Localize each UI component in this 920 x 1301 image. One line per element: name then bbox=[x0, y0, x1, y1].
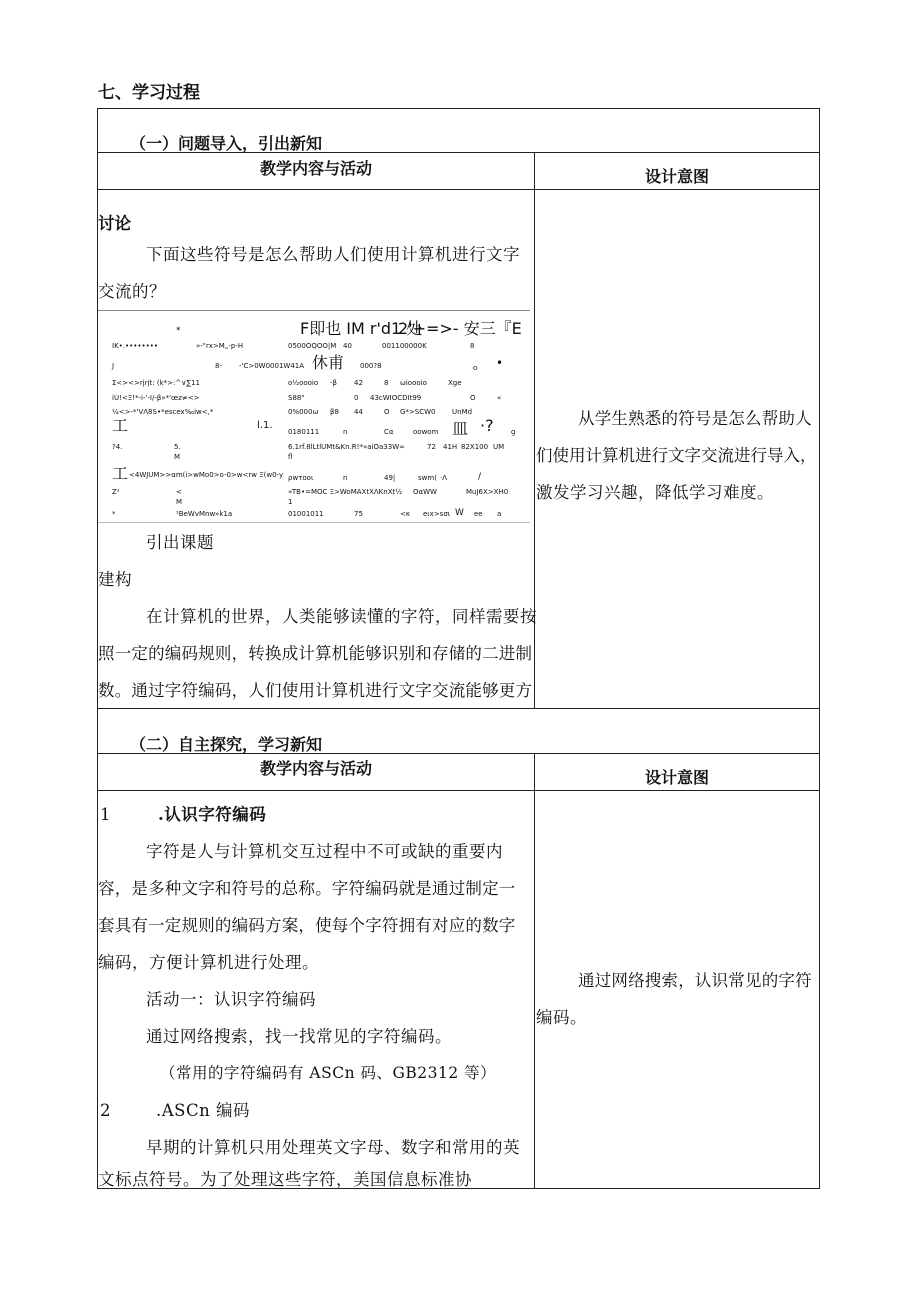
symbol-text: o½oooio bbox=[288, 379, 319, 387]
symbol-text: o bbox=[473, 364, 478, 372]
symbol-text: O bbox=[384, 408, 390, 416]
section-title: 七、学习过程 bbox=[98, 83, 200, 103]
construct-text: 照一定的编码规则，转换成计算机能够识别和存储的二进制 bbox=[98, 644, 533, 663]
symbol-text: * bbox=[176, 326, 181, 336]
symbol-text: 0%000ω bbox=[288, 408, 319, 416]
symbol-text: * bbox=[112, 510, 116, 518]
symbol-text: O bbox=[470, 394, 476, 402]
table-border bbox=[97, 108, 820, 109]
design-intent-text: 从学生熟悉的符号是怎么帮助人 bbox=[578, 409, 812, 428]
item-number: 1 bbox=[100, 805, 111, 824]
symbol-text: 75 bbox=[354, 510, 363, 518]
symbol-text: 43cWIOCDIt99 bbox=[370, 394, 422, 402]
symbol-text: Xge bbox=[448, 379, 462, 387]
symbol-text: β8 bbox=[330, 408, 339, 416]
symbol-text: fl bbox=[288, 453, 293, 461]
symbol-text: / bbox=[478, 472, 482, 482]
discuss-text: 交流的？ bbox=[98, 282, 166, 301]
design-intent-text: 激发学习兴趣，降低学习难度。 bbox=[536, 483, 774, 502]
symbol-text: ·Λ bbox=[440, 474, 448, 482]
column-header-content: 教学内容与活动 bbox=[259, 759, 372, 778]
symbol-text: -'C>0W0001W41A bbox=[239, 362, 305, 370]
symbol-text: OαWW bbox=[413, 488, 437, 496]
symbol-text: IK•.•••••••• bbox=[112, 342, 159, 350]
symbol-text: 8 bbox=[384, 379, 389, 387]
symbol-text: n bbox=[343, 428, 348, 436]
item-title: .认识字符编码 bbox=[158, 805, 267, 824]
symbol-text: 41H bbox=[443, 443, 458, 451]
part2-title: （二）自主探究，学习新知 bbox=[130, 735, 323, 754]
body-text: 编码，方便计算机进行处理。 bbox=[98, 953, 319, 972]
symbol-text: 72 bbox=[427, 443, 436, 451]
item-number: 2 bbox=[100, 1101, 111, 1120]
image-border bbox=[98, 522, 530, 523]
table-border bbox=[97, 790, 820, 791]
symbol-text: <4WJUM>>αm(i>wMo0>o-0>w<rw Ξ(w0-y bbox=[129, 471, 284, 479]
symbol-text: 40 bbox=[343, 342, 352, 350]
design-intent-text: 编码。 bbox=[536, 1008, 587, 1027]
symbol-text: 01001011 bbox=[288, 510, 324, 518]
symbol-text: n bbox=[343, 474, 348, 482]
symbol-text: UnMd bbox=[452, 408, 473, 416]
symbol-text: UM bbox=[493, 443, 505, 451]
symbol-text: Z¹ bbox=[112, 488, 120, 496]
symbol-text: 49| bbox=[384, 474, 396, 482]
symbol-text: Σ<><>rjrjt: (k*>:^∨∑11 bbox=[112, 379, 200, 387]
symbol-text: ¼<>-*'VΛ8S•*escex‰iw<,* bbox=[112, 408, 214, 416]
symbol-text: g bbox=[511, 428, 516, 436]
symbol-text: ¹BeWvMnw»k1a bbox=[176, 510, 233, 518]
table-border bbox=[819, 708, 820, 1189]
symbol-text: 8- bbox=[215, 362, 222, 370]
symbol-text: oowom bbox=[413, 428, 439, 436]
symbol-text: W bbox=[455, 508, 464, 518]
symbol-text: F即也 IM r'd1 处 bbox=[300, 319, 423, 338]
symbol-text: <κ bbox=[400, 510, 410, 518]
symbol-text: l.1. bbox=[257, 420, 273, 431]
symbol-text: ρwτooι bbox=[288, 474, 314, 482]
symbol-text: 工 bbox=[112, 416, 129, 435]
design-intent-text: 通过网络搜索，认识常见的字符 bbox=[578, 971, 812, 990]
symbol-text: a bbox=[497, 510, 502, 518]
symbol-text: 82X100 bbox=[461, 443, 489, 451]
body-text: 容，是多种文字和符号的总称。字符编码就是通过制定一 bbox=[98, 879, 516, 898]
symbol-text: 0180111 bbox=[288, 428, 320, 436]
symbol-text: MuJ6X>XH0 bbox=[466, 488, 509, 496]
symbol-text: 休甫 bbox=[312, 353, 345, 372]
symbol-text: Cα bbox=[384, 428, 394, 436]
construct-label: 建构 bbox=[98, 570, 132, 589]
symbol-text: J bbox=[112, 362, 115, 370]
symbol-text: ·? bbox=[480, 416, 494, 435]
activity-title: 活动一：认识字符编码 bbox=[146, 990, 316, 1009]
symbol-text: 0 bbox=[354, 394, 359, 402]
symbol-text: 42 bbox=[354, 379, 363, 387]
construct-text: 数。通过字符编码，人们使用计算机进行文字交流能够更方 bbox=[98, 681, 533, 700]
symbol-text: « bbox=[497, 394, 502, 402]
symbol-text: «TB•=MOC Ξ>WoMAXtXΛKnXt½ bbox=[288, 488, 403, 496]
symbol-text: 44 bbox=[354, 408, 363, 416]
body-text: 文标点符号。为了处理这些字符，美国信息标准协 bbox=[98, 1170, 472, 1189]
symbol-text: 2'+=>- 安三『E bbox=[398, 319, 522, 338]
symbol-text: 001100000K bbox=[382, 342, 427, 350]
column-header-intent: 设计意图 bbox=[644, 167, 709, 186]
design-intent-text: 们使用计算机进行文字交流进行导入， bbox=[536, 446, 817, 465]
symbol-text: 1 bbox=[288, 498, 293, 506]
symbol-text: M bbox=[176, 498, 183, 506]
common-encodings: （常用的字符编码有 ASCn 码、GB2312 等） bbox=[160, 1064, 497, 1082]
symbol-text: 工 bbox=[112, 464, 129, 483]
symbol-text: eιx>sσι bbox=[423, 510, 451, 518]
symbol-text: 5. bbox=[174, 443, 181, 451]
item-title: .ASCn 编码 bbox=[156, 1101, 250, 1120]
symbol-text: • bbox=[496, 356, 504, 370]
symbol-text: 000?8 bbox=[360, 362, 382, 370]
body-text: 早期的计算机只用处理英文字母、数字和常用的英 bbox=[146, 1138, 520, 1157]
construct-text: 在计算机的世界，人类能够读懂的字符，同样需要按 bbox=[146, 607, 537, 626]
column-header-intent: 设计意图 bbox=[644, 768, 709, 787]
column-header-content: 教学内容与活动 bbox=[259, 159, 372, 178]
symbol-text: swm( bbox=[418, 474, 437, 482]
symbol-text: ωioooio bbox=[400, 379, 427, 387]
symbol-text: »-"rx>M„-p-H bbox=[196, 342, 244, 350]
part1-title: （一）问题导入，引出新知 bbox=[130, 134, 323, 153]
symbol-text: ee bbox=[474, 510, 483, 518]
intro-topic: 引出课题 bbox=[146, 533, 214, 552]
symbol-text: iU!<Ξ!*-i-'-I/-β»*'œz≠<> bbox=[112, 394, 200, 402]
table-border bbox=[97, 108, 98, 709]
table-border bbox=[819, 108, 820, 709]
table-border bbox=[97, 189, 820, 190]
image-border bbox=[98, 310, 530, 311]
symbol-text: 8 bbox=[470, 342, 475, 350]
symbol-text: 皿 bbox=[452, 419, 469, 438]
symbol-text: 6.1rf.8lLtlUMt&Kn.R!*»aiOa33W∞ bbox=[288, 443, 405, 451]
symbol-text: -β bbox=[330, 379, 337, 387]
body-text: 套具有一定规则的编码方案，使每个字符拥有对应的数字 bbox=[98, 916, 516, 935]
symbol-text: < bbox=[176, 488, 182, 496]
symbol-text: S88" bbox=[288, 394, 305, 402]
discuss-label: 讨论 bbox=[98, 214, 131, 233]
symbol-text: G*>SCW0 bbox=[400, 408, 436, 416]
symbol-text: 0500OQOO|M bbox=[288, 342, 337, 350]
discuss-text: 下面这些符号是怎么帮助人们使用计算机进行文字 bbox=[146, 245, 520, 264]
activity-text: 通过网络搜索，找一找常见的字符编码。 bbox=[146, 1027, 452, 1046]
symbol-text: M bbox=[174, 453, 181, 461]
symbol-text: ?4. bbox=[112, 443, 123, 451]
table-border bbox=[534, 753, 535, 1189]
body-text: 字符是人与计算机交互过程中不可或缺的重要内 bbox=[146, 842, 503, 861]
